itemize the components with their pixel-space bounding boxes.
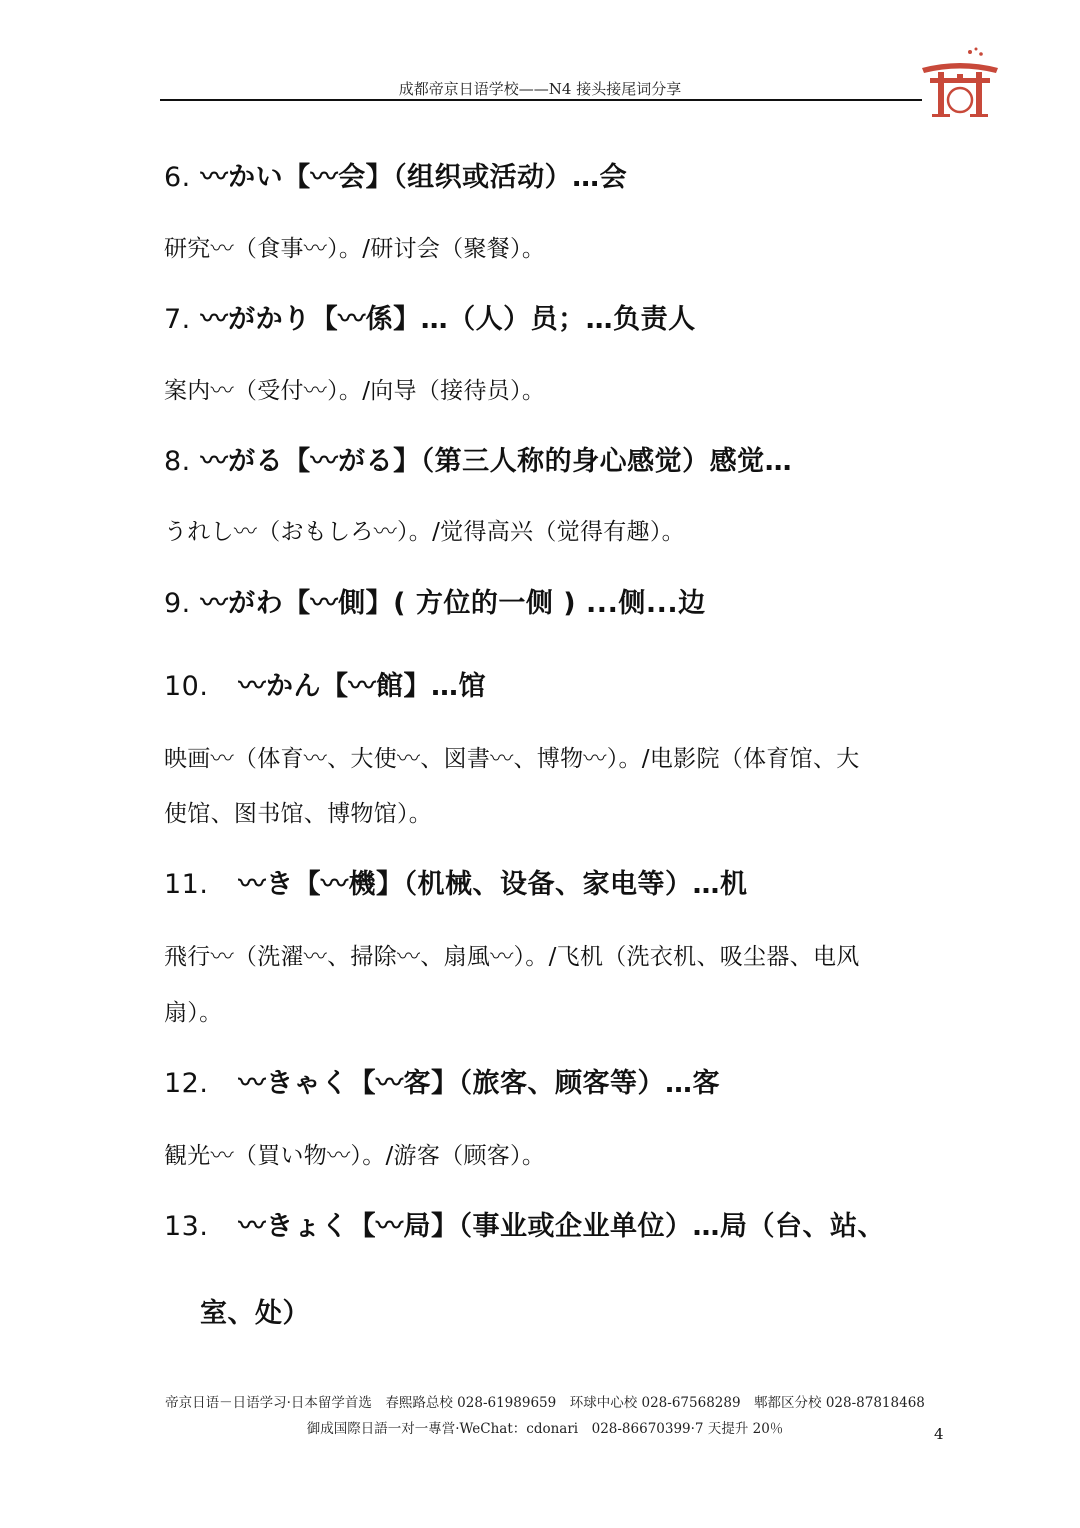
entry-heading (164, 664, 486, 703)
entry-number: 11. (164, 869, 209, 900)
entry-title: 〰きゃく【〰客】（旅客、顾客等）…客 (238, 1068, 720, 1099)
page-number: 4 (934, 1425, 944, 1443)
entry-number: 12. (164, 1068, 209, 1099)
school-logo-icon (918, 44, 1002, 118)
entry-example: 観光〰（買い物〰）。/游客（顾客）。 (164, 1143, 546, 1169)
entry-heading (164, 1204, 885, 1243)
entry-number: 10. (164, 671, 209, 702)
entry-example: 案内〰（受付〰）。/向导（接待员）。 (164, 378, 546, 404)
entry-number: 8. (164, 446, 191, 477)
header-rule (160, 99, 922, 101)
footer-contact-line: 帝京日语－日语学习·日本留学首选 春熙路总校 028-61989659 环球中心校 028-67568289 郫都区分校 028-87818468 (165, 1395, 925, 1411)
entry-number: 6. (164, 162, 191, 193)
entry-title: 〰き【〰機】（机械、设备、家电等）…机 (238, 869, 748, 900)
entry-example: 扇）。 (164, 1000, 223, 1026)
entry-example: うれし〰（おもしろ〰）。/觉得高兴（觉得有趣）。 (164, 519, 685, 545)
footer-wechat-line: 御成国際日語一对一專営·WeChat：cdonari 028-86670399·7 天提升 20％ (306, 1421, 784, 1437)
entry-title: 〰きょく【〰局】（事业或企业单位）…局（台、站、 (238, 1211, 885, 1242)
entry-heading (164, 581, 706, 620)
entry-heading (164, 297, 696, 336)
entry-title: 〰がわ【〰側】( 方位的一侧 ) ...侧...边 (200, 588, 706, 619)
entry-heading (164, 862, 747, 901)
entry-number: 9. (164, 588, 191, 619)
entry-heading (164, 439, 792, 478)
entry-title: 〰かい【〰会】（组织或活动）…会 (200, 162, 628, 193)
entry-heading (164, 155, 627, 194)
entry-number: 7. (164, 304, 191, 335)
entry-title: 〰がる【〰がる】（第三人称的身心感觉）感觉… (200, 446, 793, 477)
entry-example: 飛行〰（洗濯〰、掃除〰、扇風〰）。/飞机（洗衣机、吸尘器、电风 (164, 944, 860, 970)
entry-example: 使馆、图书馆、博物馆）。 (164, 801, 433, 827)
entry-number: 13. (164, 1211, 209, 1242)
entry-example: 研究〰（食事〰）。/研讨会（聚餐）。 (164, 236, 546, 262)
header-title: 成都帝京日语学校——N4 接头接尾词分享 (398, 80, 682, 98)
entry-example: 映画〰（体育〰、大使〰、図書〰、博物〰）。/电影院（体育馆、大 (164, 746, 860, 772)
entry-title: 〰かん【〰館】…馆 (238, 671, 486, 702)
entry-heading-continuation: 室、处） (200, 1298, 310, 1329)
entry-title: 〰がかり【〰係】…（人）员；…负责人 (200, 304, 696, 335)
entry-heading (164, 1061, 720, 1100)
